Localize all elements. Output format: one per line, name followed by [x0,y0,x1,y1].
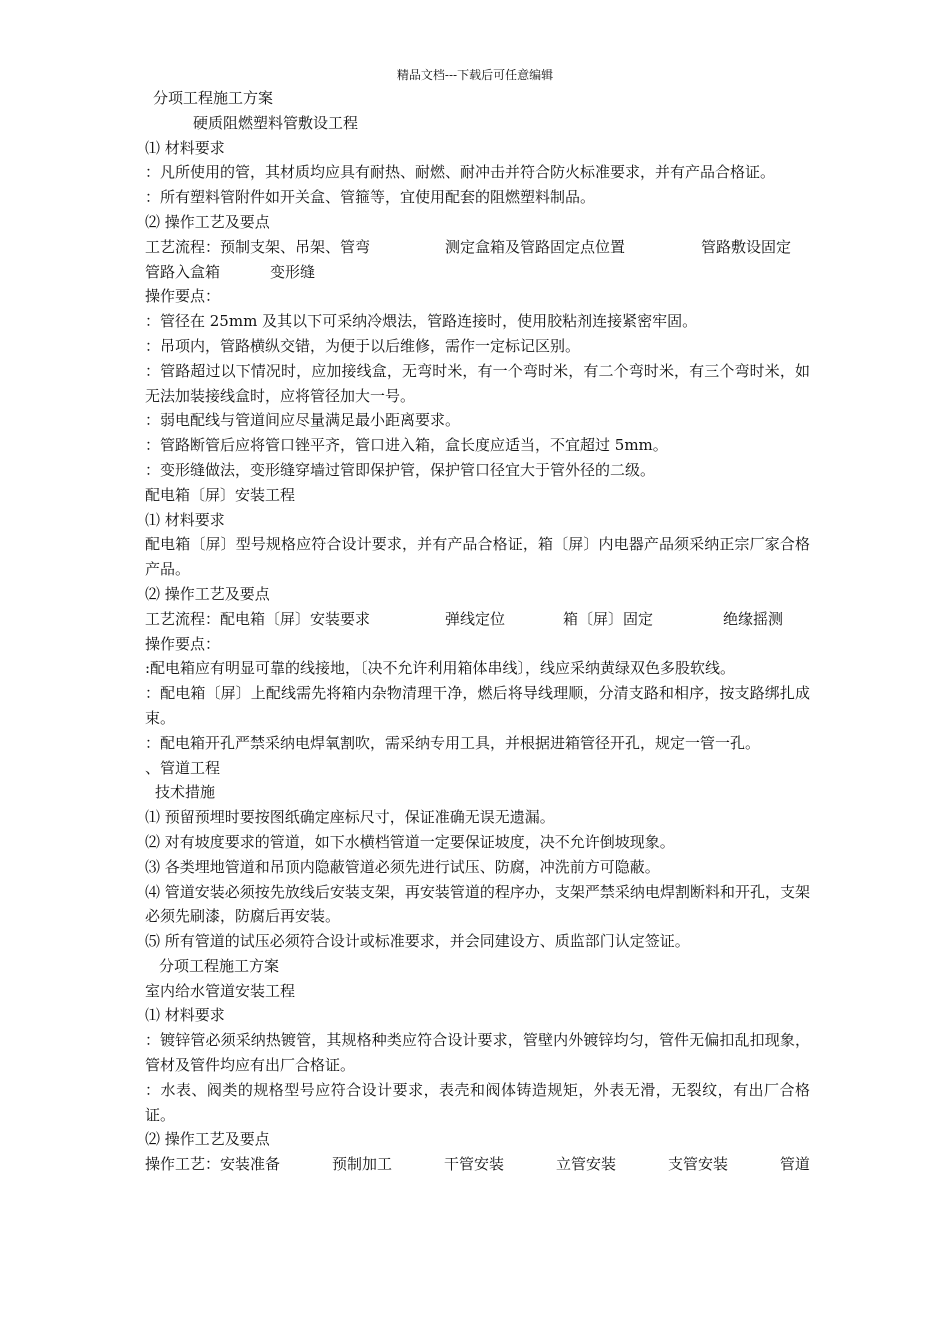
section3-subtitle: 技术措施 [155,783,216,802]
section1-materials-item: ：凡所使用的管，其材质均应具有耐热、耐燃、耐冲击并符合防火标准要求，并有产品合格证。 [145,163,776,182]
flow-step: 预制加工 [331,1155,392,1174]
section2-materials-heading: ⑴ 材料要求 [145,510,225,529]
section1-point: ：管径在 25mm 及其以下可采纳冷煨法，管路连接时，使用胶粘剂连接紧密牢固。 [145,312,698,331]
section1-point: ：弱电配线与管道间应尽量满足最小距离要求。 [145,411,461,430]
flow-step: 测定盒箱及管路固定点位置 [445,237,626,256]
section1-point: ：管路断管后应将管口锉平齐，管口进入箱，盒长度应适当，不宜超过 5mm。 [145,436,668,455]
flow-step: 变形缝 [270,262,316,281]
flow-step: 工艺流程：配电箱〔屏〕安装要求 [145,609,371,628]
section1-subtitle: 硬质阻燃塑料管敷设工程 [193,113,359,132]
section1-point: ：变形缝做法，变形缝穿墙过管即保护管，保护管口径宜大于管外径的二级。 [145,460,656,479]
flow-step: 弹线定位 [445,609,506,628]
section2-point: ：配电箱开孔严禁采纳电焊氧割吹，需采纳专用工具，并根据进箱管径开孔，规定一管一孔。 [145,733,761,752]
page-header: 精品文档---下载后可任意编辑 [396,68,554,82]
section2-title: 配电箱〔屏〕安装工程 [145,485,296,504]
section3-item: ⑴ 预留预埋时要按图纸确定座标尺寸，保证准确无误无遗漏。 [145,808,555,827]
section1-materials-heading: ⑴ 材料要求 [145,138,225,157]
flow-step: 管路入盒箱 [145,262,221,281]
section2-points-heading: 操作要点： [145,634,221,653]
flow-step: 绝缘摇测 [723,609,784,628]
flow-step: 干管安装 [443,1155,504,1174]
section3-item: ⑵ 对有坡度要求的管道，如下水横档管道一定要保证坡度，决不允许倒坡现象。 [145,832,675,851]
section1-materials-item: ：所有塑料管附件如开关盒、管箍等，宜使用配套的阻燃塑料制品。 [145,188,596,207]
section2-flow-line [145,607,810,632]
section4-flow-line [145,1152,810,1177]
section1-points-heading: 操作要点： [145,287,221,306]
section3-title: 、管道工程 [145,758,221,777]
section3-item: ⑶ 各类埋地管道和吊顶内隐蔽管道必须先进行试压、防腐，冲洗前方可隐蔽。 [145,857,660,876]
section3-item: ⑷ 管道安装必须按先放线后安装支架，再安装管道的程序办，支架严禁采纳电焊割断料和开孔，支架必须先刷漆，防腐后再安装。 [145,882,810,926]
section2-process-heading: ⑵ 操作工艺及要点 [145,584,270,603]
section3-item: ⑸ 所有管道的试压必须符合设计或标准要求，并会同建设方、质监部门认定签证。 [145,932,690,951]
section4-title: 分项工程施工方案 [159,956,280,975]
section4-subtitle: 室内给水管道安装工程 [145,981,296,1000]
section1-process-heading: ⑵ 操作工艺及要点 [145,212,270,231]
section4-process-heading: ⑵ 操作工艺及要点 [145,1130,270,1149]
flow-step: 管路敷设固定 [701,237,792,256]
section2-point: ：配电箱〔屏〕上配线需先将箱内杂物清理干净，燃后将导线理顺，分清支路和相序，按支路绑扎成束。 [145,684,810,727]
section4-materials-item: ：水表、阀类的规格型号应符合设计要求，表壳和阀体铸造规矩，外表无滑，无裂纹，有出厂合格证。 [145,1080,810,1124]
section4-materials-heading: ⑴ 材料要求 [145,1006,225,1025]
section2-point: :配电箱应有明显可靠的线接地，〔决不允许利用箱体串线〕，线应采纳黄绿双色多股软线。 [145,659,736,678]
document-body [145,86,810,1177]
section1-point: ：管路超过以下情况时，应加接线盒，无弯时米，有一个弯时米，有二个弯时米，有三个弯时米，如无法加装接线盒时，应将管径加大一号。 [145,361,810,405]
section1-flow-line-1 [145,235,810,260]
flow-step: 箱〔屏〕固定 [563,609,654,628]
section1-title: 分项工程施工方案 [153,89,274,107]
flow-step: 支管安装 [667,1155,728,1174]
flow-step: 工艺流程：预制支架、吊架、管弯 [145,237,371,256]
section1-flow-line-2 [145,260,810,285]
section2-materials-item: 配电箱〔屏〕型号规格应符合设计要求，并有产品合格证，箱〔屏〕内电器产品须采纳正宗厂家合格产品。 [145,535,810,579]
section4-materials-item: ：镀锌管必须采纳热镀管，其规格种类应符合设计要求，管壁内外镀锌均匀，管件无偏扣乱扣现象，管材及管件均应有出厂合格证。 [145,1031,810,1075]
flow-step: 操作工艺：安装准备 [145,1155,281,1174]
section1-point: ：吊项内，管路横纵交错，为便于以后维修，需作一定标记区别。 [145,336,581,355]
flow-step: 立管安装 [555,1155,616,1174]
flow-step: 管道 [779,1155,810,1174]
